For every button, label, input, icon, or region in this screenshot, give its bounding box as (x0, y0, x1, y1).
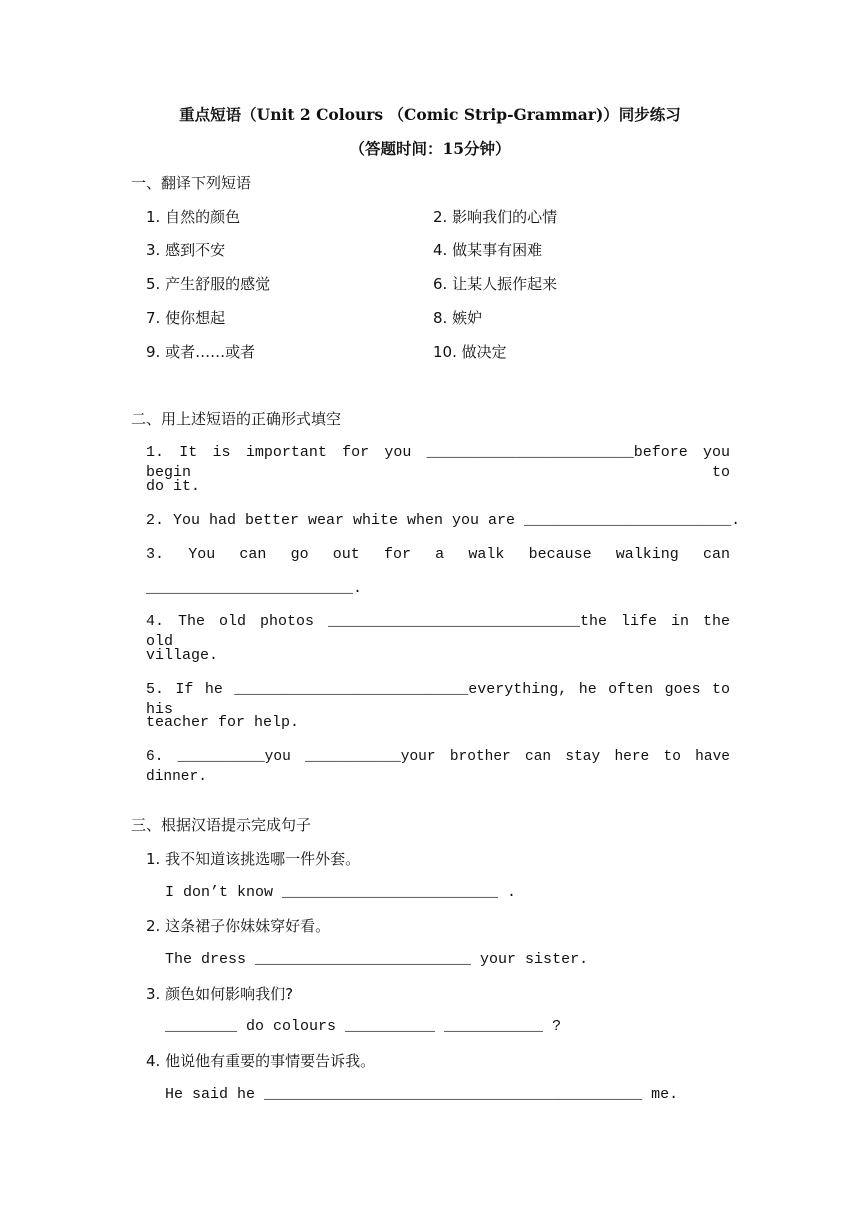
translate-question-2-en: The dress ________________________ your sister. (165, 951, 589, 968)
fill-question-1-cont: do it. (146, 478, 201, 495)
phrase-item: 6. 让某人振作起来 (433, 275, 558, 293)
fill-question-5-cont: teacher for help. (146, 714, 300, 731)
translate-question-4-en: He said he __________________________________________ me. (165, 1086, 679, 1103)
section2-heading: 二、用上述短语的正确形式填空 (131, 410, 342, 428)
phrase-item: 9. 或者……或者 (146, 343, 256, 361)
phrase-item: 3. 感到不安 (146, 241, 226, 259)
translate-question-1-cn: 1. 我不知道该挑选哪一件外套。 (146, 850, 361, 868)
fill-question-4: 4. The old photos ____________________________the life in the old (146, 613, 730, 650)
phrase-item: 10. 做决定 (433, 343, 507, 361)
fill-question-1: 1. It is important for you _______________________before you begin to (146, 444, 730, 481)
translate-question-4-cn: 4. 他说他有重要的事情要告诉我。 (146, 1052, 376, 1070)
fill-question-2: 2. You had better wear white when you are _______________________. (146, 512, 741, 529)
fill-question-3-cont: _______________________. (146, 580, 363, 597)
fill-question-4-cont: village. (146, 647, 219, 664)
phrase-item: 1. 自然的颜色 (146, 208, 241, 226)
translate-question-1-en: I don’t know ________________________ . (165, 884, 517, 901)
section3-heading: 三、根据汉语提示完成句子 (131, 816, 312, 834)
phrase-item: 8. 嫉妒 (433, 309, 483, 327)
section1-heading: 一、翻译下列短语 (131, 174, 252, 192)
page-title: 重点短语（Unit 2 Colours （Comic Strip-Grammar)）同步练习 (179, 105, 681, 124)
phrase-item: 4. 做某事有困难 (433, 241, 543, 259)
fill-question-5: 5. If he __________________________everything, he often goes to his (146, 681, 730, 718)
translate-question-3-cn: 3. 颜色如何影响我们? (146, 985, 294, 1003)
phrase-item: 2. 影响我们的心情 (433, 208, 558, 226)
phrase-item: 7. 使你想起 (146, 309, 226, 327)
fill-question-3: 3. You can go out for a walk because walking can (146, 546, 730, 563)
translate-question-3-en: ________ do colours __________ ___________ ? (165, 1018, 562, 1035)
fill-question-6: 6. __________you ___________your brother can stay here to have dinner. (146, 749, 730, 785)
page-subtitle: （答题时间：15分钟） (349, 139, 511, 158)
translate-question-2-cn: 2. 这条裙子你妹妹穿好看。 (146, 917, 331, 935)
phrase-item: 5. 产生舒服的感觉 (146, 275, 271, 293)
